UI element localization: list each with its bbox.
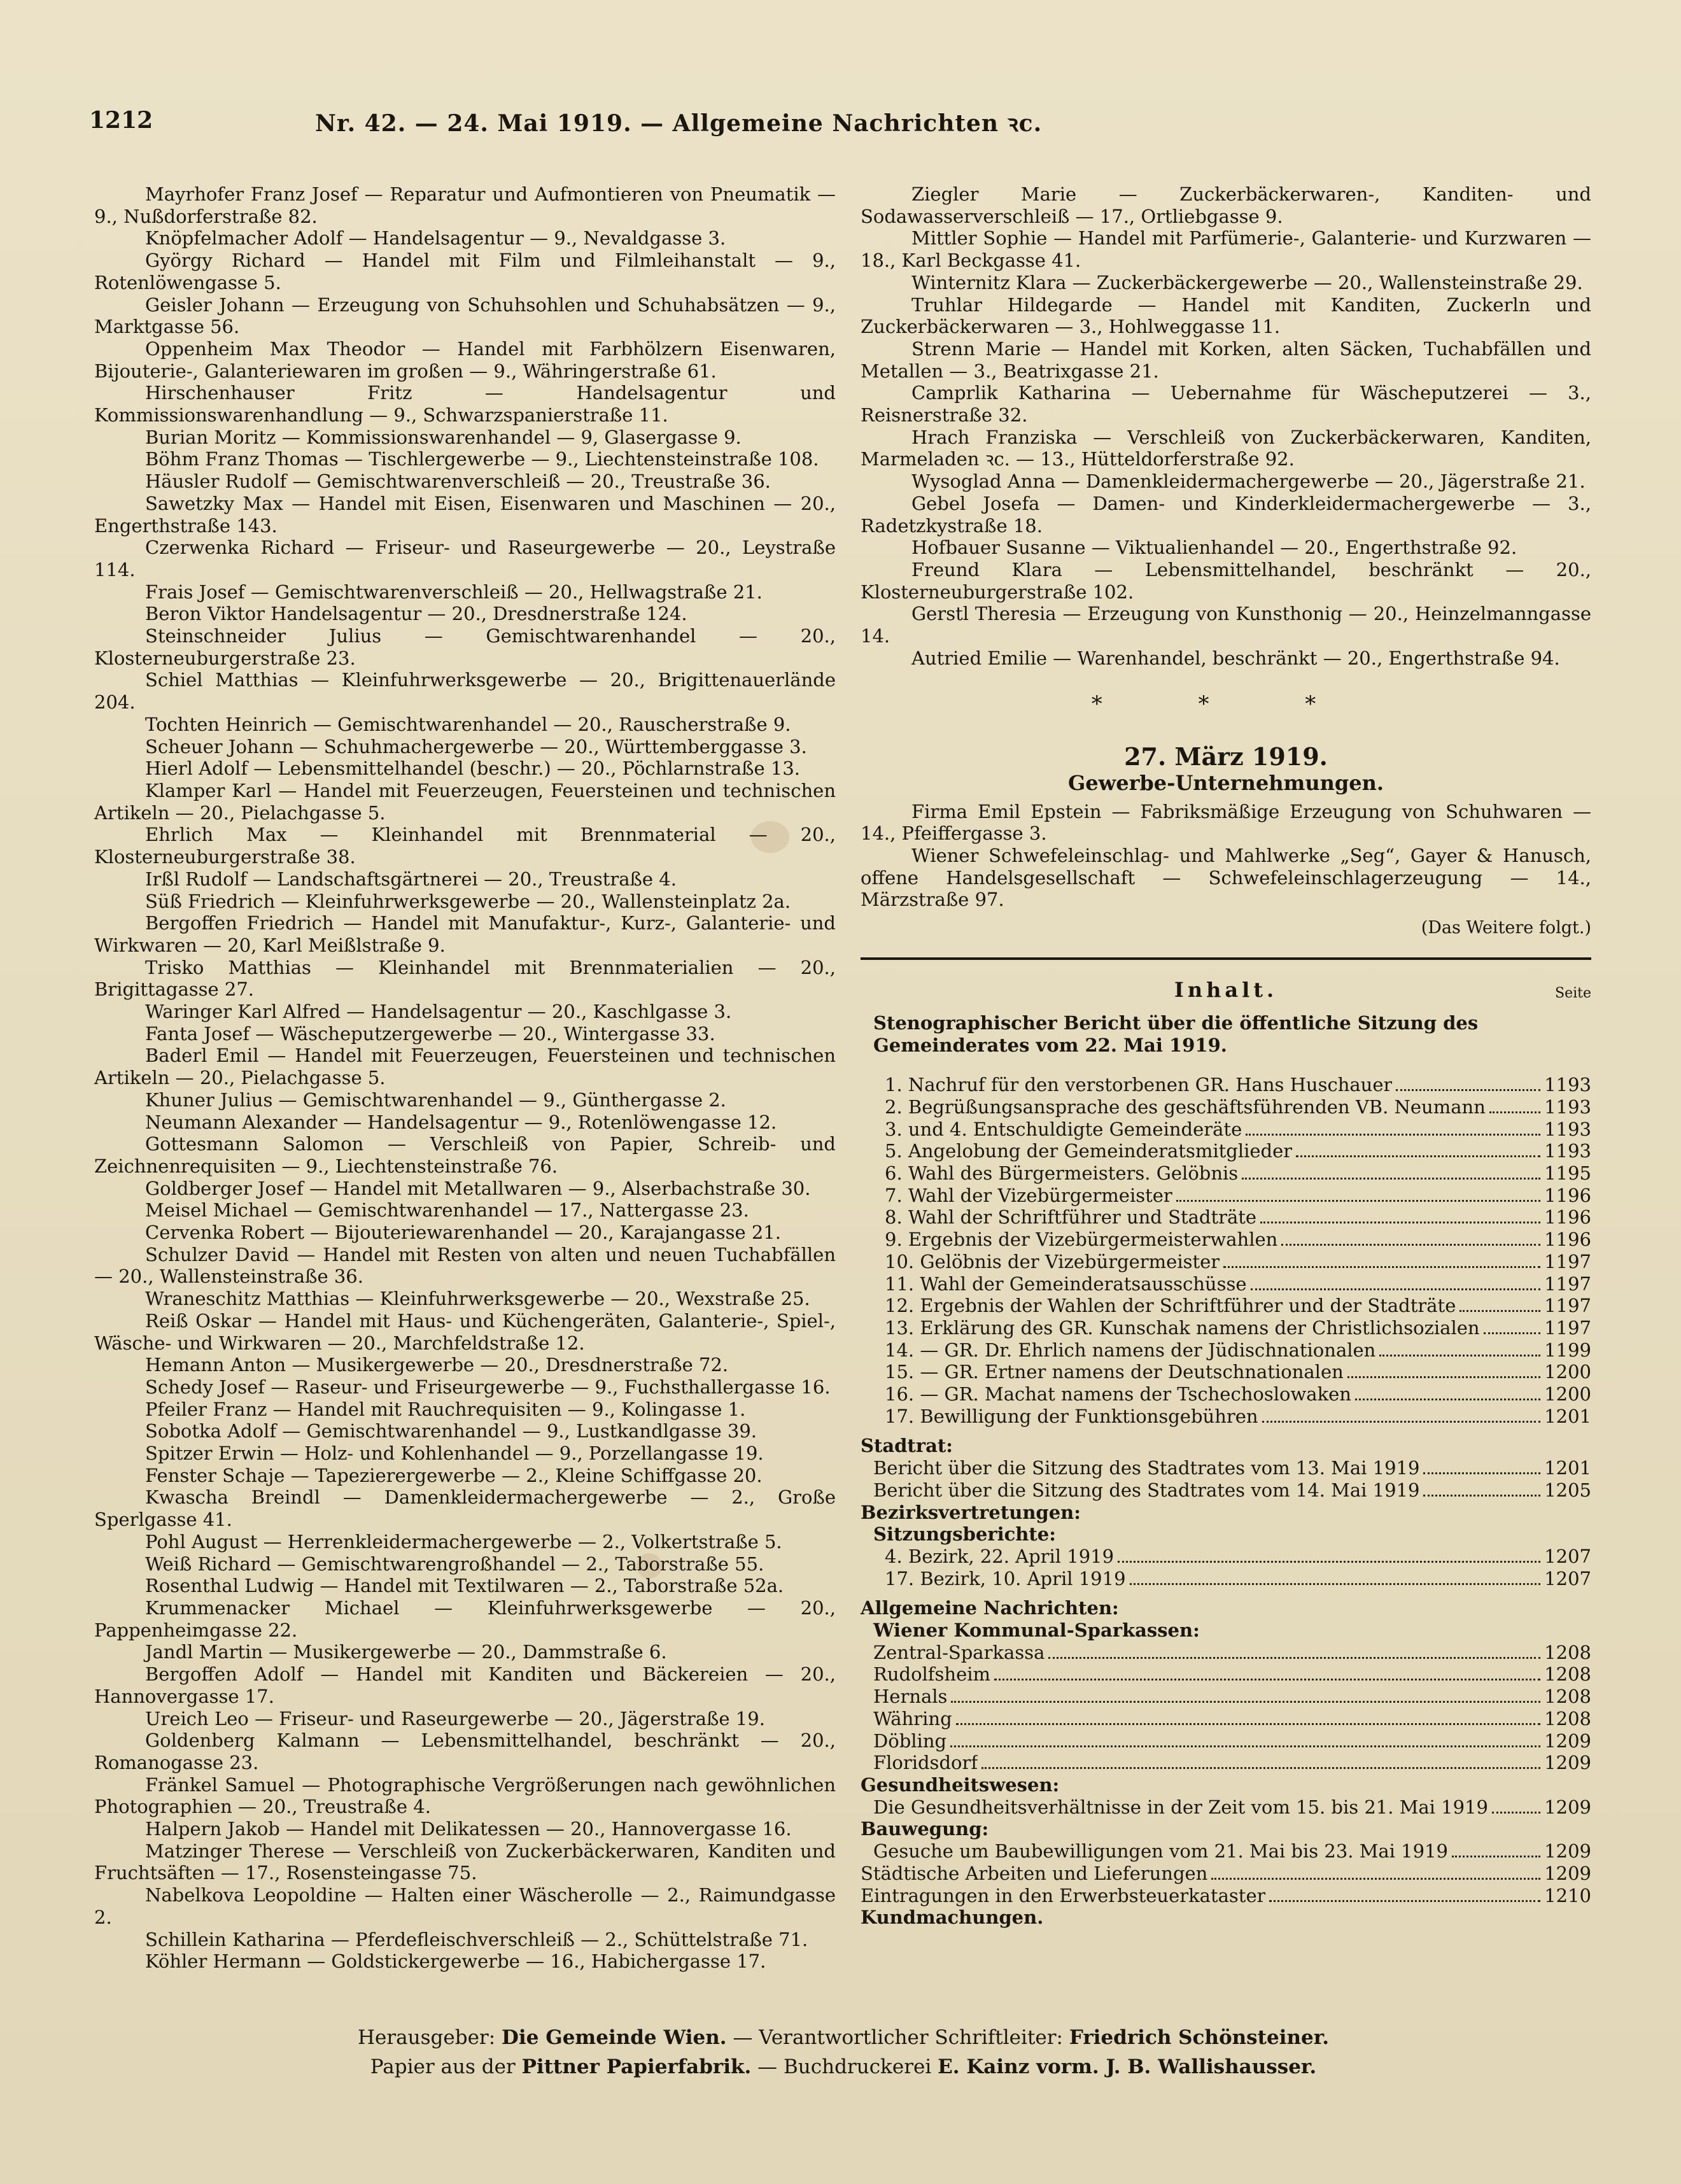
business-entry: Matzinger Therese — Verschleiß von Zuckerbäckerwaren, Kanditen und Fruchtsäften — 17., Rosensteingasse 75. [94,1840,836,1884]
business-entry: Gottesmann Salomon — Verschleiß von Papier, Schreib- und Zeichnenrequisiten — 9., Liechtensteinstraße 76. [94,1133,836,1177]
toc-entry-label: 17. Bewilligung der Funktionsgebühren [885,1405,1258,1427]
toc-entry [885,1185,1591,1207]
business-entry: Burian Moritz — Kommissionswarenhandel — 9, Glasergasse 9. [145,426,742,448]
toc-gesundheit-heading: Gesundheitswesen: [861,1774,1060,1796]
toc-entry [861,1863,1591,1885]
toc-bezirk-list [861,1546,1591,1589]
toc-entry-label: Hernals [873,1686,948,1708]
business-entry: Reiß Oskar — Handel mit Haus- und Küchengeräten, Galanterie-, Spiel-, Wäsche- und Wirkwaren — 20., Marchfeldstraße 12. [94,1309,836,1354]
toc-entry [885,1317,1591,1339]
toc-dot-leader [1223,1266,1540,1268]
toc-entry-label: Rudolfsheim [873,1663,991,1686]
right-entries [861,183,1591,669]
business-entry: Wysoglad Anna — Damenkleidermachergewerbe — 20., Jägerstraße 21. [911,470,1586,493]
toc-entry-label: Döbling [873,1730,947,1752]
imprint-paper-mill: Pittner Papierfabrik. [521,2055,752,2078]
toc-dot-leader [1246,1134,1540,1136]
toc-dot-leader [1459,1310,1540,1312]
toc-entry-label: 8. Wahl der Schriftführer und Stadträte [885,1206,1257,1229]
business-entry: Freund Klara — Lebensmittelhandel, beschränkt — 20., Klosterneuburgerstraße 102. [861,558,1591,603]
toc-entry-label: Währing [873,1707,952,1730]
business-entry: Goldenberg Kalmann — Lebensmittelhandel, beschränkt — 20., Romanogasse 23. [94,1730,836,1773]
business-entry: Tochten Heinrich — Gemischtwarenhandel — 20., Rauscherstraße 9. [145,713,791,735]
toc-entry-label: 16. — GR. Machat namens der Tschechoslowaken [885,1383,1351,1406]
business-entry: Meisel Michael — Gemischtwarenhandel — 17., Nattergasse 23. [145,1199,749,1222]
toc-dot-leader [1251,1288,1541,1290]
toc-dot-leader [1118,1561,1540,1563]
toc-entry-label: 4. Bezirk, 22. April 1919 [885,1545,1115,1567]
toc-entry-page: 1207 [1544,1567,1591,1589]
left-column [94,183,836,1973]
business-entry: Autried Emilie — Warenhandel, beschränkt — 20., Engerthstraße 94. [911,647,1560,669]
business-entry: Nabelkova Leopoldine — Halten einer Wäscherolle — 2., Raimundgasse 2. [94,1884,836,1928]
toc-entry-label: 17. Bezirk, 10. April 1919 [885,1567,1126,1589]
business-entry: Irßl Rudolf — Landschaftsgärtnerei — 20., Treustraße 4. [145,868,677,890]
toc-dot-leader [1379,1355,1540,1356]
toc-entry-label: 11. Wahl der Gemeinderatsausschüsse [885,1272,1247,1295]
continued-note: (Das Weitere folgt.) [1421,918,1591,938]
toc-dot-leader [1396,1089,1540,1091]
date-heading: 27. März 1919. [1124,742,1328,771]
toc-dot-leader [1281,1244,1540,1246]
business-entry: Khuner Julius — Gemischtwarenhandel — 9., Günthergasse 2. [145,1088,726,1111]
toc-entry [873,1642,1591,1664]
toc-entry-label: Floridsdorf [873,1752,978,1774]
toc-title [861,979,1591,1004]
business-entry: Fanta Josef — Wäscheputzergewerbe — 20., Wintergasse 33. [145,1022,715,1045]
business-entry: Fenster Schaje — Tapezierergewerbe — 2., Kleine Schiffgasse 20. [145,1464,763,1486]
toc-dot-leader [950,1745,1540,1747]
business-entry: Hrach Franziska — Verschleiß von Zuckerbäckerwaren, Kanditen, Marmeladen ꝛc. — 13., Hütteldorferstraße 92. [861,426,1591,470]
toc-title-text: Inhalt. [1174,977,1278,1002]
business-entry: Waringer Karl Alfred — Handelsagentur — 20., Kaschlgasse 3. [145,1001,732,1023]
toc-entry [885,1383,1591,1406]
business-entry: Schulzer David — Handel mit Resten von alten und neuen Tuchabfällen — 20., Wallensteinstraße 36. [94,1243,836,1288]
business-entry: Ziegler Marie — Zuckerbäckerwaren-, Kanditen- und Sodawasserverschleiß — 17., Ortliebgasse 9. [861,183,1591,227]
business-entry: Spitzer Erwin — Holz- und Kohlenhandel — 9., Porzellangasse 19. [145,1442,764,1465]
toc-entry-page: 1207 [1544,1545,1591,1567]
toc-entry-page: 1209 [1544,1862,1591,1884]
toc-dot-leader [1423,1495,1540,1497]
business-entry: Süß Friedrich — Kleinfuhrwerksgewerbe — 20., Wallensteinplatz 2a. [145,890,791,912]
business-entry: Häusler Rudolf — Gemischtwarenverschleiß — 20., Treustraße 36. [145,470,771,493]
business-entry: Mittler Sophie — Handel mit Parfümerie-, Galanterie- und Kurzwaren — 18., Karl Beckgasse 41. [861,227,1591,272]
firm-entry: Wiener Schwefeleinschlag- und Mahlwerke „Seg“, Gayer & Hanusch, offene Handelsgesellschaft — Schwefeleinschlagerzeugung — 14., Märzstraße 97. [861,844,1591,911]
toc-bezirk-heading: Bezirksvertretungen: [861,1501,1081,1523]
toc-entry-page: 1200 [1544,1361,1591,1383]
business-entry: Geisler Johann — Erzeugung von Schuhsohlen und Schuhabsätzen — 9., Marktgasse 56. [94,293,836,338]
toc-entry-page: 1209 [1544,1730,1591,1752]
imprint-publisher-label: Herausgeber: [357,2026,496,2049]
toc-entry-page: 1196 [1544,1206,1591,1229]
business-entry: Pfeiler Franz — Handel mit Rauchrequisiten — 9., Kolingasse 1. [145,1398,746,1420]
toc-dot-leader [1492,1812,1540,1814]
toc-entry-page: 1193 [1544,1140,1591,1162]
business-entry: Winternitz Klara — Zuckerbäckergewerbe — 20., Wallensteinstraße 29. [911,271,1583,293]
toc-entry [885,1251,1591,1273]
imprint-publisher: Die Gemeinde Wien. [502,2026,727,2049]
toc-entry-label: Zentral-Sparkassa [873,1641,1045,1663]
imprint-editor: Friedrich Schönsteiner. [1069,2026,1329,2049]
toc-dot-leader [981,1767,1540,1769]
toc-entry-page: 1193 [1544,1096,1591,1118]
toc-entry [885,1406,1591,1428]
business-entry: Czerwenka Richard — Friseur- und Raseurgewerbe — 20., Leystraße 114. [94,537,836,581]
business-entry: Beron Viktor Handelsagentur — 20., Dresdnerstraße 124. [145,603,687,625]
business-entry: Oppenheim Max Theodor — Handel mit Farbhölzern Eisenwaren, Bijouterie-, Galanteriewaren im großen — 9., Währingerstraße 61. [94,337,836,382]
toc-dot-leader [1355,1398,1540,1400]
toc-bau-heading: Bauwegung: [861,1818,989,1840]
business-entry: Köhler Hermann — Goldstickergewerbe — 16., Habichergasse 17. [145,1950,766,1973]
imprint-line-publisher [89,2023,1598,2052]
toc-entry-label: 10. Gelöbnis der Vizebürgermeister [885,1250,1220,1272]
toc-dot-leader [1347,1376,1540,1378]
business-entry: Truhlar Hildegarde — Handel mit Kanditen, Zuckerln und Zuckerbäckerwaren — 3., Hohlweggasse 11. [861,293,1591,338]
toc-allgemein-heading: Allgemeine Nachrichten: [861,1597,1119,1619]
toc-dot-leader [1176,1200,1540,1202]
toc-entry-label: 7. Wahl der Vizebürgermeister [885,1184,1172,1206]
business-entry: Jandl Martin — Musikergewerbe — 20., Dammstraße 6. [145,1641,667,1663]
toc-dot-leader [994,1679,1540,1680]
toc-entry-page: 1201 [1544,1405,1591,1427]
business-entry: Gerstl Theresia — Erzeugung von Kunsthonig — 20., Heinzelmanngasse 14. [861,603,1591,647]
toc-entry [873,1686,1591,1708]
business-entry: Schillein Katharina — Pferdefleischverschleiß — 2., Schüttelstraße 71. [145,1928,808,1950]
toc-entry-page: 1197 [1544,1295,1591,1317]
business-entry: Schedy Josef — Raseur- und Friseurgewerbe — 9., Fuchsthallergasse 16. [145,1376,831,1398]
business-entry: Fränkel Samuel — Photographische Vergrößerungen nach gewöhnlichen Photographien — 20., Treustraße 4. [94,1773,836,1818]
toc-entry-page: 1210 [1544,1884,1591,1906]
toc-entry [861,1796,1591,1819]
business-entry: Schiel Matthias — Kleinfuhrwerksgewerbe — 20., Brigittenauerlände 204. [94,669,836,714]
toc-dot-leader [1452,1856,1540,1857]
business-entry: Cervenka Robert — Bijouteriewarenhandel — 20., Karajangasse 21. [145,1222,781,1244]
business-entry: György Richard — Handel mit Film und Filmleihanstalt — 9., Rotenlöwengasse 5. [94,250,836,293]
business-entry: Bergoffen Friedrich — Handel mit Manufaktur-, Kurz-, Galanterie- und Wirkwaren — 20, Karl Meißlstraße 9. [94,912,836,956]
toc-entry-page: 1197 [1544,1316,1591,1339]
toc-entry-label: Die Gesundheitsverhältnisse in der Zeit vom 15. bis 21. Mai 1919 [873,1796,1488,1818]
toc-dot-leader [951,1701,1540,1703]
business-entry: Baderl Emil — Handel mit Feuerzeugen, Feuersteinen und technischen Artikeln — 20., Pielachgasse 5. [94,1045,836,1089]
toc-entry-page: 1200 [1544,1383,1591,1406]
toc-entry-label: Bericht über die Sitzung des Stadtrates vom 13. Mai 1919 [873,1457,1420,1479]
toc-entry [885,1295,1591,1317]
toc-entry-page: 1208 [1544,1686,1591,1708]
business-entry: Camprlik Katharina — Uebernahme für Wäscheputzerei — 3., Reisnerstraße 32. [861,382,1591,426]
toc-sparkassen-list [861,1642,1591,1774]
toc-page-column-label: Seite [1555,985,1591,1001]
toc-dot-leader [1269,1900,1540,1902]
right-column [861,183,1591,1929]
business-entry: Knöpfelmacher Adolf — Handelsagentur — 9., Nevaldgasse 3. [145,227,726,250]
toc-entry [885,1339,1591,1362]
toc-dot-leader [1260,1222,1540,1223]
toc-bezirk-sub: Sitzungsberichte: [873,1523,1056,1546]
section-heading: Gewerbe-Unternehmungen. [1067,770,1384,795]
toc-entry-page: 1208 [1544,1641,1591,1663]
toc-entry-page: 1193 [1544,1074,1591,1096]
toc-dot-leader [956,1723,1541,1725]
toc-entry-label: 1. Nachruf für den verstorbenen GR. Hans Huschauer [885,1074,1393,1096]
business-entry: Hofbauer Susanne — Viktualienhandel — 20., Engerthstraße 92. [911,537,1517,559]
toc-stadtrat-heading: Stadtrat: [861,1435,953,1457]
toc-dot-leader [1262,1421,1541,1423]
toc-kundmachungen: Kundmachungen. [861,1906,1044,1929]
business-entry: Halpern Jakob — Handel mit Delikatessen — 20., Hannovergasse 16. [145,1818,792,1840]
imprint-editor-label: — Verantwortlicher Schriftleiter: [733,2026,1064,2049]
business-entry: Pohl August — Herrenkleidermachergewerbe — 2., Volkertstraße 5. [145,1530,782,1553]
toc-entry [885,1546,1591,1568]
business-entry: Goldberger Josef — Handel mit Metallwaren — 9., Alserbachstraße 30. [145,1177,811,1199]
imprint-printer-label: — Buchdruckerei [757,2055,932,2078]
toc-entry [885,1074,1591,1096]
divider-rule [861,957,1591,960]
business-entry: Mayrhofer Franz Josef — Reparatur und Aufmontieren von Pneumatik — 9., Nußdorferstraße 82. [94,183,836,227]
toc-entry-page: 1197 [1544,1250,1591,1272]
toc-entry-page: 1196 [1544,1184,1591,1206]
business-entry: Steinschneider Julius — Gemischtwarenhandel — 20., Klosterneuburgerstraße 23. [94,625,836,669]
toc-entry-label: 2. Begrüßungsansprache des geschäftsführenden VB. Neumann [885,1096,1486,1118]
toc-entry [885,1118,1591,1141]
toc-entry [873,1663,1591,1686]
toc-entry-page: 1205 [1544,1479,1591,1501]
toc-entry [885,1206,1591,1229]
business-entry: Neumann Alexander — Handelsagentur — 9., Rotenlöwengasse 12. [145,1111,777,1133]
toc-entry-label: 6. Wahl des Bürgermeisters. Gelöbnis [885,1162,1239,1185]
toc-entry-label: 13. Erklärung des GR. Kunschak namens der Christlichsozialen [885,1316,1480,1339]
business-entry: Krummenacker Michael — Kleinfuhrwerksgewerbe — 20., Pappenheimgasse 22. [94,1597,836,1641]
toc-entry [885,1568,1591,1590]
toc-dot-leader [1296,1155,1540,1157]
toc-entry-label: Eintragungen in den Erwerbsteuerkataster [861,1884,1266,1906]
toc-entry-label: 3. und 4. Entschuldigte Gemeinderäte [885,1118,1242,1140]
toc-entry [885,1140,1591,1162]
business-entry: Frais Josef — Gemischtwarenverschleiß — 20., Hellwagstraße 21. [145,581,763,603]
imprint-printer: E. Kainz vorm. J. B. Wallishausser. [938,2055,1317,2078]
toc-entry-page: 1209 [1544,1840,1591,1863]
toc-entry [873,1708,1591,1730]
business-entry: Bergoffen Adolf — Handel mit Kanditen und Bäckereien — 20., Hannovergasse 17. [94,1663,836,1707]
toc-entry [885,1096,1591,1118]
business-entry: Strenn Marie — Handel mit Korken, alten Säcken, Tuchabfällen und Metallen — 3., Beatrixgasse 21. [861,337,1591,382]
firm-entry: Firma Emil Epstein — Fabriksmäßige Erzeugung von Schuhwaren — 14., Pfeiffergasse 3. [861,800,1591,845]
business-entry: Kwascha Breindl — Damenkleidermachergewerbe — 2., Große Sperlgasse 41. [94,1486,836,1531]
toc-entry-page: 1197 [1544,1272,1591,1295]
imprint-line-printer [89,2052,1598,2082]
toc-entry-page: 1201 [1544,1457,1591,1479]
business-entry: Hirschenhauser Fritz — Handelsagentur und Kommissionswarenhandlung — 9., Schwarzspanierstraße 11. [94,382,836,426]
toc-steno-list [861,1074,1591,1427]
toc-entry-page: 1208 [1544,1663,1591,1686]
toc-stadtrat-list [861,1457,1591,1501]
imprint-paper-label: Papier aus der [370,2055,516,2078]
imprint-footer [89,2023,1598,2082]
toc-entry-page: 1208 [1544,1707,1591,1730]
firm-entries [861,801,1591,912]
toc-dot-leader [1489,1111,1540,1113]
toc-entry-label: Bericht über die Sitzung des Stadtrates vom 14. Mai 1919 [873,1479,1420,1501]
business-entry: Böhm Franz Thomas — Tischlergewerbe — 9., Liechtensteinstraße 108. [145,448,819,470]
toc-dot-leader [1242,1178,1540,1180]
toc-entry [873,1457,1591,1479]
toc-entry [861,1885,1591,1907]
business-entry: Wraneschitz Matthias — Kleinfuhrwerksgewerbe — 20., Wexstraße 25. [145,1288,810,1310]
toc-entry-label: 14. — GR. Dr. Ehrlich namens der Jüdischnationalen [885,1339,1376,1361]
business-entry: Ureich Leo — Friseur- und Raseurgewerbe — 20., Jägerstraße 19. [145,1707,765,1730]
toc-entry-label: 12. Ergebnis der Wahlen der Schriftführer und der Stadträte [885,1295,1456,1317]
toc-entry-page: 1196 [1544,1229,1591,1251]
business-entry: Weiß Richard — Gemischtwarengroßhandel — 2., Taborstraße 55. [145,1553,764,1575]
business-entry: Trisko Matthias — Kleinhandel mit Brennmaterialien — 20., Brigittagasse 27. [94,956,836,1001]
business-entry: Gebel Josefa — Damen- und Kinderkleidermachergewerbe — 3., Radetzkystraße 18. [861,492,1591,537]
toc-entry-label: 9. Ergebnis der Vizebürgermeisterwahlen [885,1229,1278,1251]
toc-entry [873,1752,1591,1774]
toc-entry-page: 1193 [1544,1118,1591,1140]
toc-entry-page: 1195 [1544,1162,1591,1185]
toc-entry [885,1162,1591,1185]
toc-entry [885,1229,1591,1251]
page-header [89,107,1598,145]
toc-entry-page: 1209 [1544,1796,1591,1818]
page-number: 1212 [89,107,153,134]
section-separator-stars: * * * [1091,691,1361,717]
business-entry: Hierl Adolf — Lebensmittelhandel (beschr.) — 20., Pöchlarnstraße 13. [145,757,801,780]
toc-entry [885,1273,1591,1295]
business-entry: Klamper Karl — Handel mit Feuerzeugen, Feuersteinen und technischen Artikeln — 20., Pielachgasse 5. [94,779,836,824]
toc-dot-leader [1130,1583,1541,1585]
toc-sparkassen-heading: Wiener Kommunal-Sparkassen: [873,1619,1200,1642]
business-entry: Sobotka Adolf — Gemischtwarenhandel — 9., Lustkandlgasse 39. [145,1420,757,1442]
toc-entry-page: 1199 [1544,1339,1591,1361]
toc-entry-label: Gesuche um Baubewilligungen vom 21. Mai bis 23. Mai 1919 [873,1840,1448,1863]
toc-entry-label: 5. Angelobung der Gemeinderatsmitglieder [885,1140,1293,1162]
toc-entry-label: Städtische Arbeiten und Lieferungen [861,1862,1208,1884]
business-entry: Scheuer Johann — Schuhmachergewerbe — 20., Württemberggasse 3. [145,735,807,757]
toc-entry-label: 15. — GR. Ertner namens der Deutschnationalen [885,1361,1344,1383]
toc-steno-heading: Stenographischer Bericht über die öffentliche Sitzung des Gemeinderates vom 22. Mai 1919. [873,1011,1479,1056]
toc-dot-leader [1211,1878,1540,1880]
toc-dot-leader [1423,1472,1540,1474]
toc-entry [873,1479,1591,1502]
business-entry: Ehrlich Max — Kleinhandel mit Brennmaterial — 20., Klosterneuburgerstraße 38. [94,824,836,868]
toc-entry-page: 1209 [1544,1752,1591,1774]
toc-dot-leader [1048,1657,1540,1659]
business-entry: Hemann Anton — Musikergewerbe — 20., Dresdnerstraße 72. [145,1354,729,1376]
business-entry: Rosenthal Ludwig — Handel mit Textilwaren — 2., Taborstraße 52a. [145,1575,784,1597]
toc-entry [885,1361,1591,1383]
toc-dot-leader [1484,1332,1541,1334]
toc-misc-list [861,1863,1591,1906]
toc-entry [861,1840,1591,1863]
toc-entry [873,1730,1591,1752]
business-entry: Sawetzky Max — Handel mit Eisen, Eisenwaren und Maschinen — 20., Engerthstraße 143. [94,492,836,537]
issue-title: Nr. 42. — 24. Mai 1919. — Allgemeine Nachrichten ꝛc. [315,110,1043,137]
